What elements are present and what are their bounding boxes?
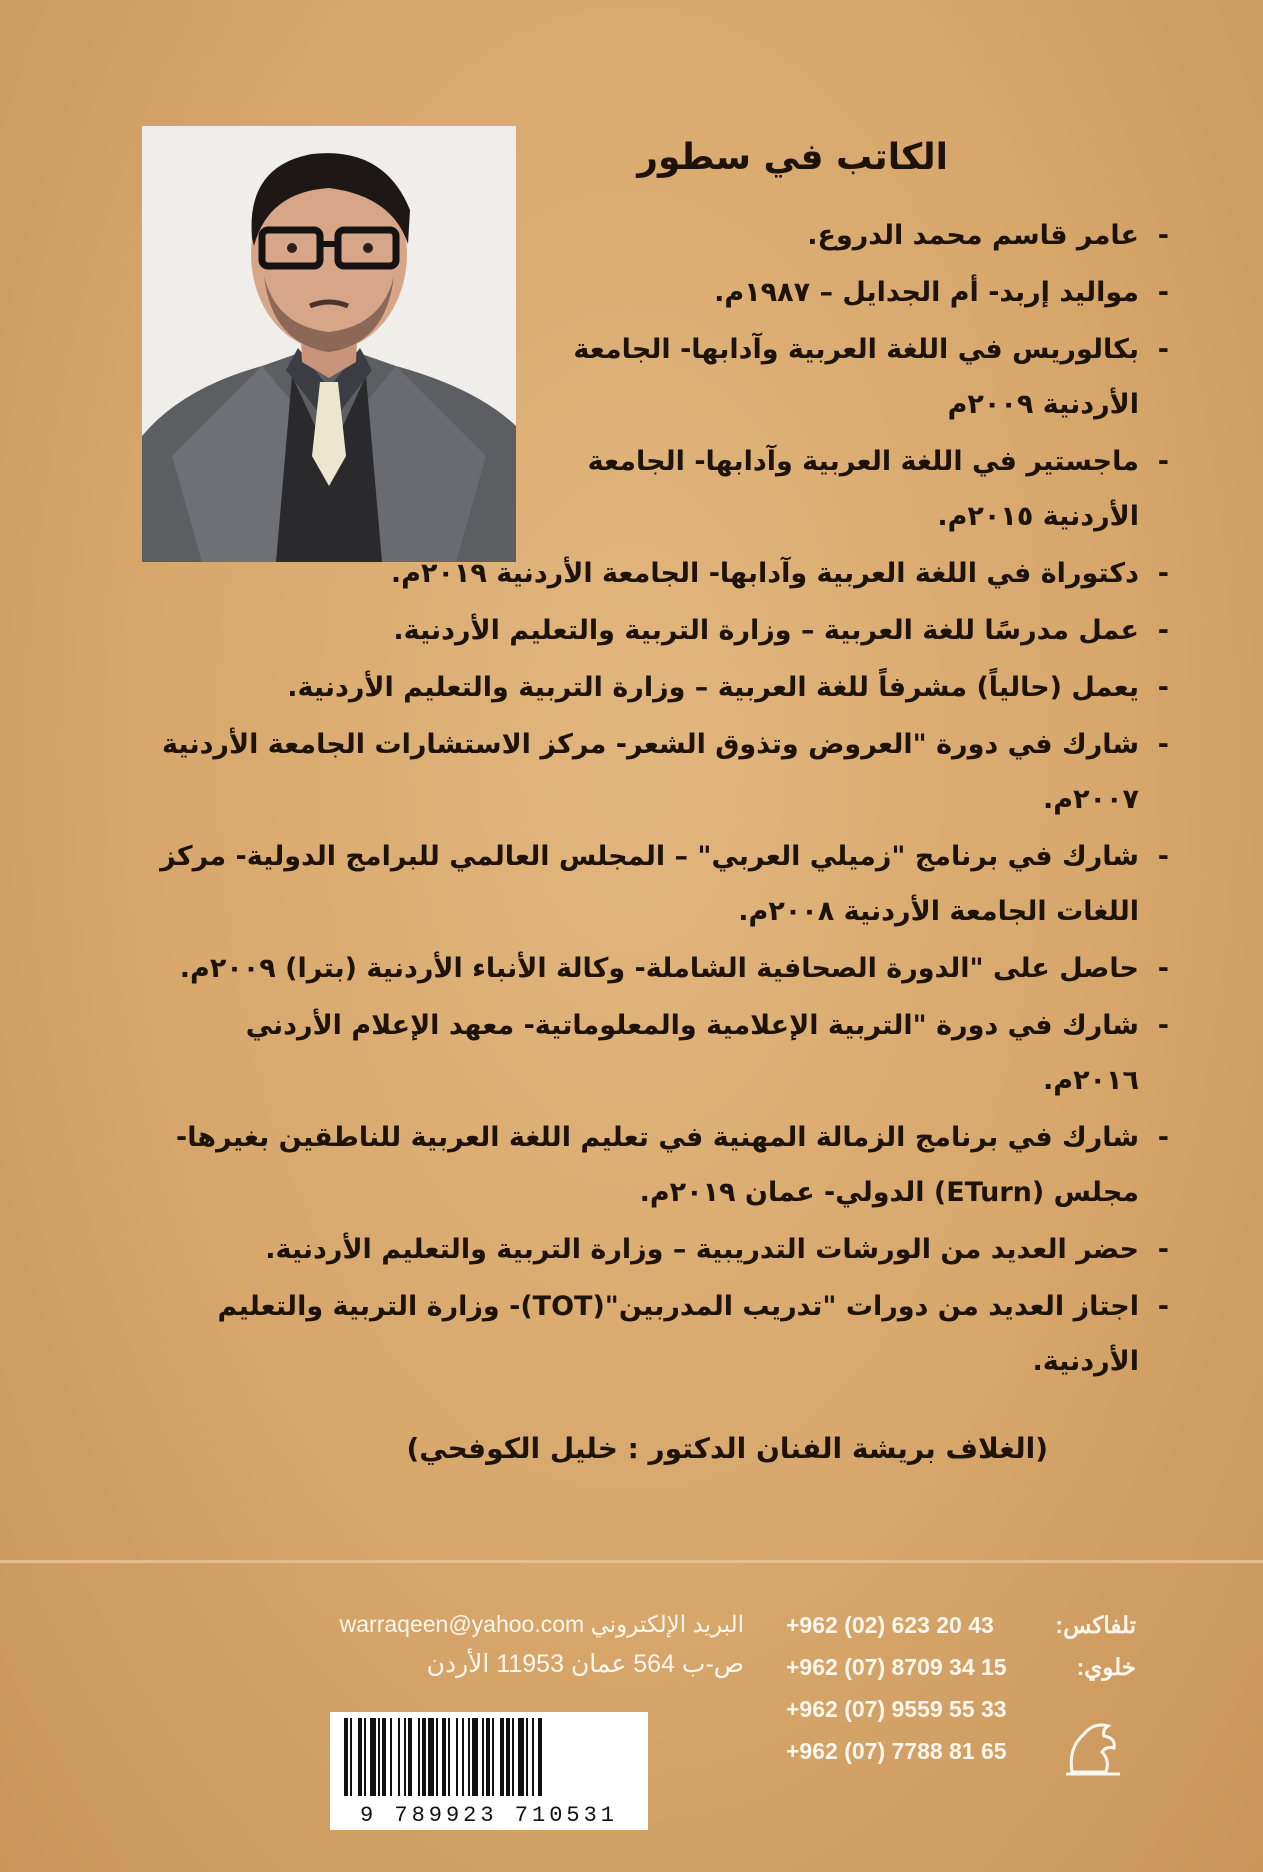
publisher-contact — [300, 1604, 744, 1684]
bio-list — [153, 208, 1173, 1389]
bio-item: - شارك في دورة "العروض وتذوق الشعر- مركز الاستشارات الجامعة الأردنية ٢٠٠٧م. — [153, 717, 1173, 827]
barcode-bars — [330, 1712, 648, 1800]
bio-item: - شارك في برنامج "زميلي العربي" – المجلس العالمي للبرامج الدولية- مركز اللغات الجامعة الأردنية ٢٠٠٨م. — [153, 829, 1173, 939]
author-bio — [153, 128, 1173, 1391]
isbn-number: 9 789923 710531 — [359, 1803, 619, 1828]
phone-number: +962 (07) 8709 34 15 — [786, 1654, 1007, 1680]
footer-divider — [0, 1560, 1263, 1563]
bio-item: - حاصل على "الدورة الصحافية الشاملة- وكالة الأنباء الأردنية (بترا) ٢٠٠٩م. — [153, 941, 1173, 996]
bio-item: - بكالوريس في اللغة العربية وآدابها- الجامعة الأردنية ٢٠٠٩م — [539, 322, 1173, 432]
phone-label: خلوي: — [1076, 1654, 1136, 1680]
isbn-barcode — [330, 1712, 648, 1830]
bio-item: - عمل مدرسًا للغة العربية – وزارة التربية والتعليم الأردنية. — [153, 603, 1173, 658]
bio-item: - اجتاز العديد من دورات "تدريب المدربين"(TOT)- وزارة التربية والتعليم الأردنية. — [153, 1279, 1173, 1389]
phone-row — [786, 1646, 1136, 1688]
phone-row — [786, 1604, 1136, 1646]
publisher-horse-icon — [1058, 1712, 1128, 1780]
cover-credit: (الغلاف بريشة الفنان الدكتور : خليل الكوفحي) — [406, 1432, 1048, 1465]
bio-item: - شارك في برنامج الزمالة المهنية في تعليم اللغة العربية للناطقين بغيرها- مجلس (ETurn) الدولي- عمان ٢٠١٩م. — [153, 1110, 1173, 1220]
bio-item: - ماجستير في اللغة العربية وآدابها- الجامعة الأردنية ٢٠١٥م. — [539, 434, 1173, 544]
phone-label: تلفاكس: — [1055, 1612, 1136, 1638]
email-row — [300, 1604, 744, 1644]
postal-address: ص-ب 564 عمان 11953 الأردن — [426, 1650, 744, 1678]
phone-number: +962 (07) 9559 55 33 — [786, 1696, 1007, 1722]
email-address: warraqeen@yahoo.com — [339, 1611, 585, 1637]
email-label: البريد الإلكتروني — [590, 1611, 744, 1637]
bio-item: - دكتوراة في اللغة العربية وآدابها- الجامعة الأردنية ٢٠١٩م. — [153, 546, 1173, 601]
bio-item: - عامر قاسم محمد الدروع. — [539, 208, 1173, 263]
bio-item: - يعمل (حالياً) مشرفاً للغة العربية – وزارة التربية والتعليم الأردنية. — [153, 660, 1173, 715]
phone-number: +962 (07) 7788 81 65 — [786, 1738, 1007, 1764]
phone-number: +962 (02) 623 20 43 — [786, 1612, 994, 1638]
bio-item: - مواليد إربد- أم الجدايل – ١٩٨٧م. — [539, 265, 1173, 320]
publisher-logo — [1058, 1712, 1128, 1780]
bio-title: الكاتب في سطور — [637, 137, 948, 178]
bio-item: - شارك في دورة "التربية الإعلامية والمعلوماتية- معهد الإعلام الأردني ٢٠١٦م. — [153, 998, 1173, 1108]
bio-item: - حضر العديد من الورشات التدريبية – وزارة التربية والتعليم الأردنية. — [153, 1222, 1173, 1277]
